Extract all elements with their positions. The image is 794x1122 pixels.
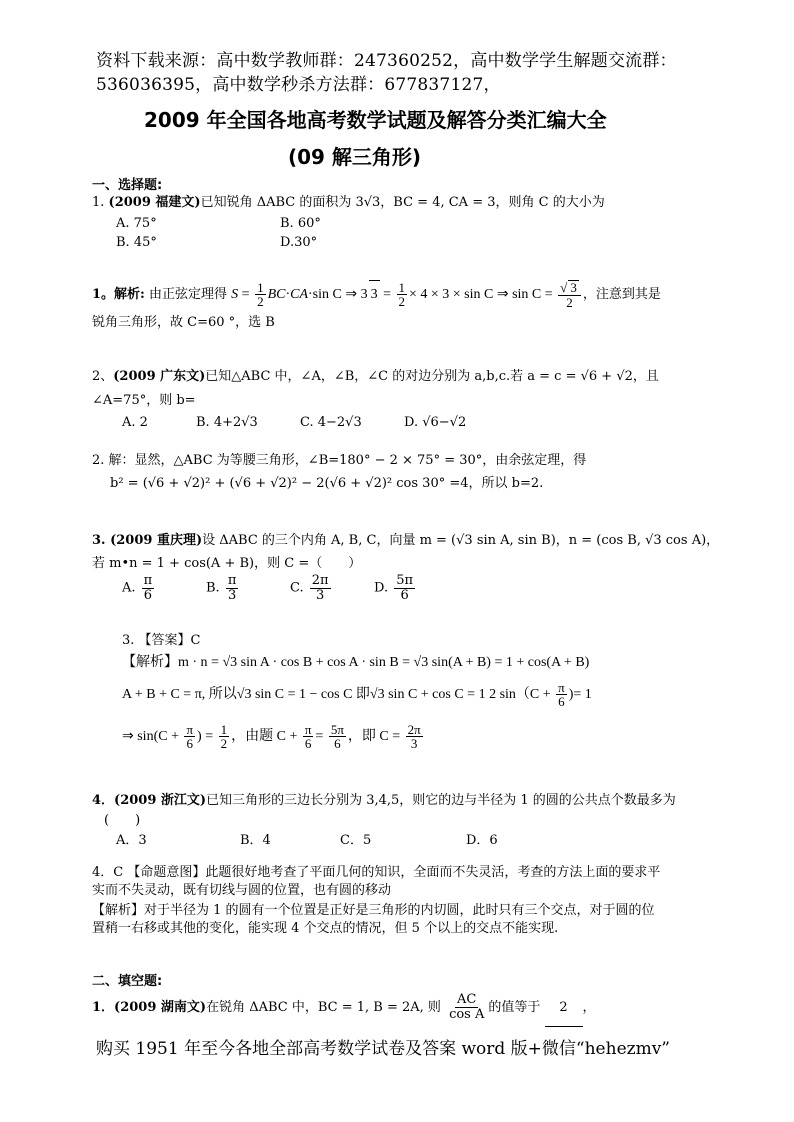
option-letter: A. xyxy=(122,580,136,596)
fraction-numerator: 1 xyxy=(220,721,228,737)
question-2 xyxy=(92,368,659,386)
header-line-2: 536036395，高中数学秒杀方法群：677837127， xyxy=(96,75,501,95)
solution-text: A + B + C = π, 所以√3 sin C = 1 − cos C 即√3 sin C + cos C = 1 2 sin（C + xyxy=(122,687,551,702)
fraction-numerator: π xyxy=(186,721,194,737)
question-3-solution-line-2 xyxy=(122,678,592,712)
question-4-solution-line-2: 置稍一右移或其他的变化，能实现 4 个交点的情况，但 5 个以上的交点不能实现. xyxy=(92,921,559,936)
solution-text: 由正弦定理得 xyxy=(149,287,228,302)
question-2-stem: 已知△ABC 中，∠A，∠B，∠C 的对边分别为 a,b,c.若 a = c = √6 + √2，且 xyxy=(205,369,659,384)
fraction-numerator: 2π xyxy=(311,573,329,588)
question-3-option-c xyxy=(290,574,333,602)
fraction-denominator: 6 xyxy=(304,736,312,752)
solution-text: ，即 C = xyxy=(347,729,401,744)
fill-question-1-stem: 在锐角 ΔABC 中，BC = 1, B = 2A, 则 xyxy=(206,1000,441,1015)
solution-text: = xyxy=(315,729,324,744)
fraction-numerator: 5π xyxy=(396,573,414,588)
solution-formula: S = $\frac{1}{2}$ BC·CA·sin C ⇒ 3 3 = $\frac{1}{2}$ × 4 × 3 × sin C ⇒ sin C = $\frac{√ 3}{2}$ xyxy=(231,287,583,302)
fraction-denominator: 2 xyxy=(220,736,228,752)
option-letter: D. xyxy=(374,580,389,596)
question-1-stem: 已知锐角 ΔABC 的面积为 3√3，BC = 4, CA = 3，则角 C 的大小为 xyxy=(200,195,605,210)
fraction-numerator: π xyxy=(558,679,565,695)
question-1-source: (2009 福建文) xyxy=(108,195,201,210)
question-4-stem: 已知三角形的三边长分别为 3,4,5，则它的边与半径为 1 的圆的公共点个数最多为 xyxy=(206,793,676,808)
option-letter: B. xyxy=(206,580,220,596)
question-4-option-a: A．3 xyxy=(116,833,147,848)
fill-question-1-source: 1．(2009 湖南文) xyxy=(92,1000,207,1015)
question-1-option-c: B. 45° xyxy=(116,235,157,250)
question-4-source: 4．(2009 浙江文) xyxy=(92,793,207,808)
header-line-1: 资料下载来源：高中数学教师群：247360252，高中数学学生解题交流群： xyxy=(96,51,677,71)
question-1-option-b: B. 60° xyxy=(280,216,321,231)
question-2-option-d: D. √6−√2 xyxy=(404,415,467,430)
question-4-answer-paren: ( ) xyxy=(104,813,141,828)
question-1-solution xyxy=(92,280,661,309)
question-1-solution-line-2: 锐角三角形，故 C=60 °，选 B xyxy=(92,315,275,330)
question-1-option-a: A. 75° xyxy=(116,216,157,231)
fraction-denominator: 3 xyxy=(410,736,418,752)
solution-text: )= 1 xyxy=(568,687,592,702)
question-4-option-c: C．5 xyxy=(340,833,372,848)
question-2-solution-line-2: b² = (√6 + √2)² + (√6 + √2)² − 2(√6 + √2)² cos 30° =4，所以 b=2. xyxy=(110,476,544,491)
question-3-source: 3. (2009 重庆理) xyxy=(92,533,203,548)
question-4-answer-line-2: 实而不失灵动，既有切线与圆的位置，也有圆的移动 xyxy=(92,883,392,898)
question-4-solution-line-1: 【解析】对于半径为 1 的圆有一个位置是正好是三角形的内切圆，此时只有三个交点，对于圆的位 xyxy=(92,903,655,918)
question-3-option-b xyxy=(206,574,240,602)
footer-note: 购买 1951 年至今各地全部高考数学试卷及答案 word 版+微信“hehezmv” xyxy=(96,1039,670,1059)
question-1-option-d: D.30° xyxy=(280,235,318,250)
fraction-numerator: AC xyxy=(457,992,477,1008)
question-2-option-b: B. 4+2√3 xyxy=(196,415,258,430)
section-fill-heading: 二、填空题: xyxy=(92,974,163,989)
fraction-numerator: 2π xyxy=(407,721,421,737)
question-4-option-d: D．6 xyxy=(466,833,498,848)
question-3-option-a xyxy=(122,574,156,602)
fraction-denominator: 6 xyxy=(186,736,193,752)
question-2-stem-line-2: ∠A=75°，则 b= xyxy=(92,393,196,408)
question-1: 1. (2009 福建文)已知锐角 ΔABC 的面积为 3√3，BC = 4, CA = 3，则角 C 的大小为 xyxy=(92,195,605,210)
question-4-answer-line-1: 4．C 【命题意图】此题很好地考查了平面几何的知识，全面而不失灵活，考查的方法上面的要求平 xyxy=(92,865,661,880)
solution-text: ⇒ sin(C + xyxy=(122,729,179,744)
fraction-numerator: 5π xyxy=(330,721,344,737)
fraction-numerator: π xyxy=(304,721,312,737)
fill-question-1-answer: 2 xyxy=(545,990,583,1027)
fraction-denominator: 6 xyxy=(334,736,341,752)
fraction-denominator: 6 xyxy=(143,587,153,603)
section-choice-heading: 一、选择题: xyxy=(92,178,163,193)
question-4 xyxy=(92,792,676,810)
fraction-numerator: π xyxy=(143,573,153,588)
question-2-source: (2009 广东文) xyxy=(113,369,206,384)
question-3-option-d xyxy=(374,574,417,602)
fraction-denominator: 3 xyxy=(316,587,325,603)
question-2-option-a: A. 2 xyxy=(122,415,148,430)
question-3 xyxy=(92,532,719,550)
fill-question-1 xyxy=(92,990,596,1027)
option-letter: C. xyxy=(290,580,304,596)
question-3-stem: 设 ΔABC 的三个内角 A, B, C，向量 m = (√3 sin A, sin B)，n = (cos B, √3 cos A)， xyxy=(202,533,720,548)
question-3-solution-line-3 xyxy=(122,720,425,754)
solution-text: ) = xyxy=(197,729,214,744)
question-2-option-c: C. 4−2√3 xyxy=(300,415,362,430)
question-number: 2、 xyxy=(92,369,114,384)
fraction-numerator: π xyxy=(227,573,237,588)
solution-text: ，由题 C + xyxy=(231,729,298,744)
question-2-solution-line-1: 2. 解：显然，△ABC 为等腰三角形，∠B=180° − 2 × 75° = 30°，由余弦定理，得 xyxy=(92,453,587,468)
question-3-answer: 3. 【答案】C xyxy=(122,633,201,648)
fraction-denominator: 3 xyxy=(227,587,237,603)
question-1-solution-label: 1。解析: xyxy=(92,287,145,302)
document-subtitle: (09 解三角形) xyxy=(288,145,422,169)
fraction-denominator: cos A xyxy=(449,1007,485,1022)
question-3-stem-line-2: 若 m•n = 1 + cos(A + B)，则 C =（ ） xyxy=(92,556,362,571)
fraction-denominator: 6 xyxy=(400,587,409,603)
fill-question-1-stem: 的值等于 xyxy=(488,1000,541,1015)
solution-text: ，注意到其是 xyxy=(582,287,661,302)
document-title: 2009 年全国各地高考数学试题及解答分类汇编大全 xyxy=(144,108,607,132)
fraction-denominator: 6 xyxy=(558,694,565,710)
fill-question-1-stem: ， xyxy=(582,1000,596,1015)
question-4-option-b: B．4 xyxy=(240,833,271,848)
question-3-solution-line-1: 【解析】m · n = √3 sin A · cos B + cos A · sin B = √3 sin(A + B) = 1 + cos(A + B) xyxy=(122,655,590,670)
